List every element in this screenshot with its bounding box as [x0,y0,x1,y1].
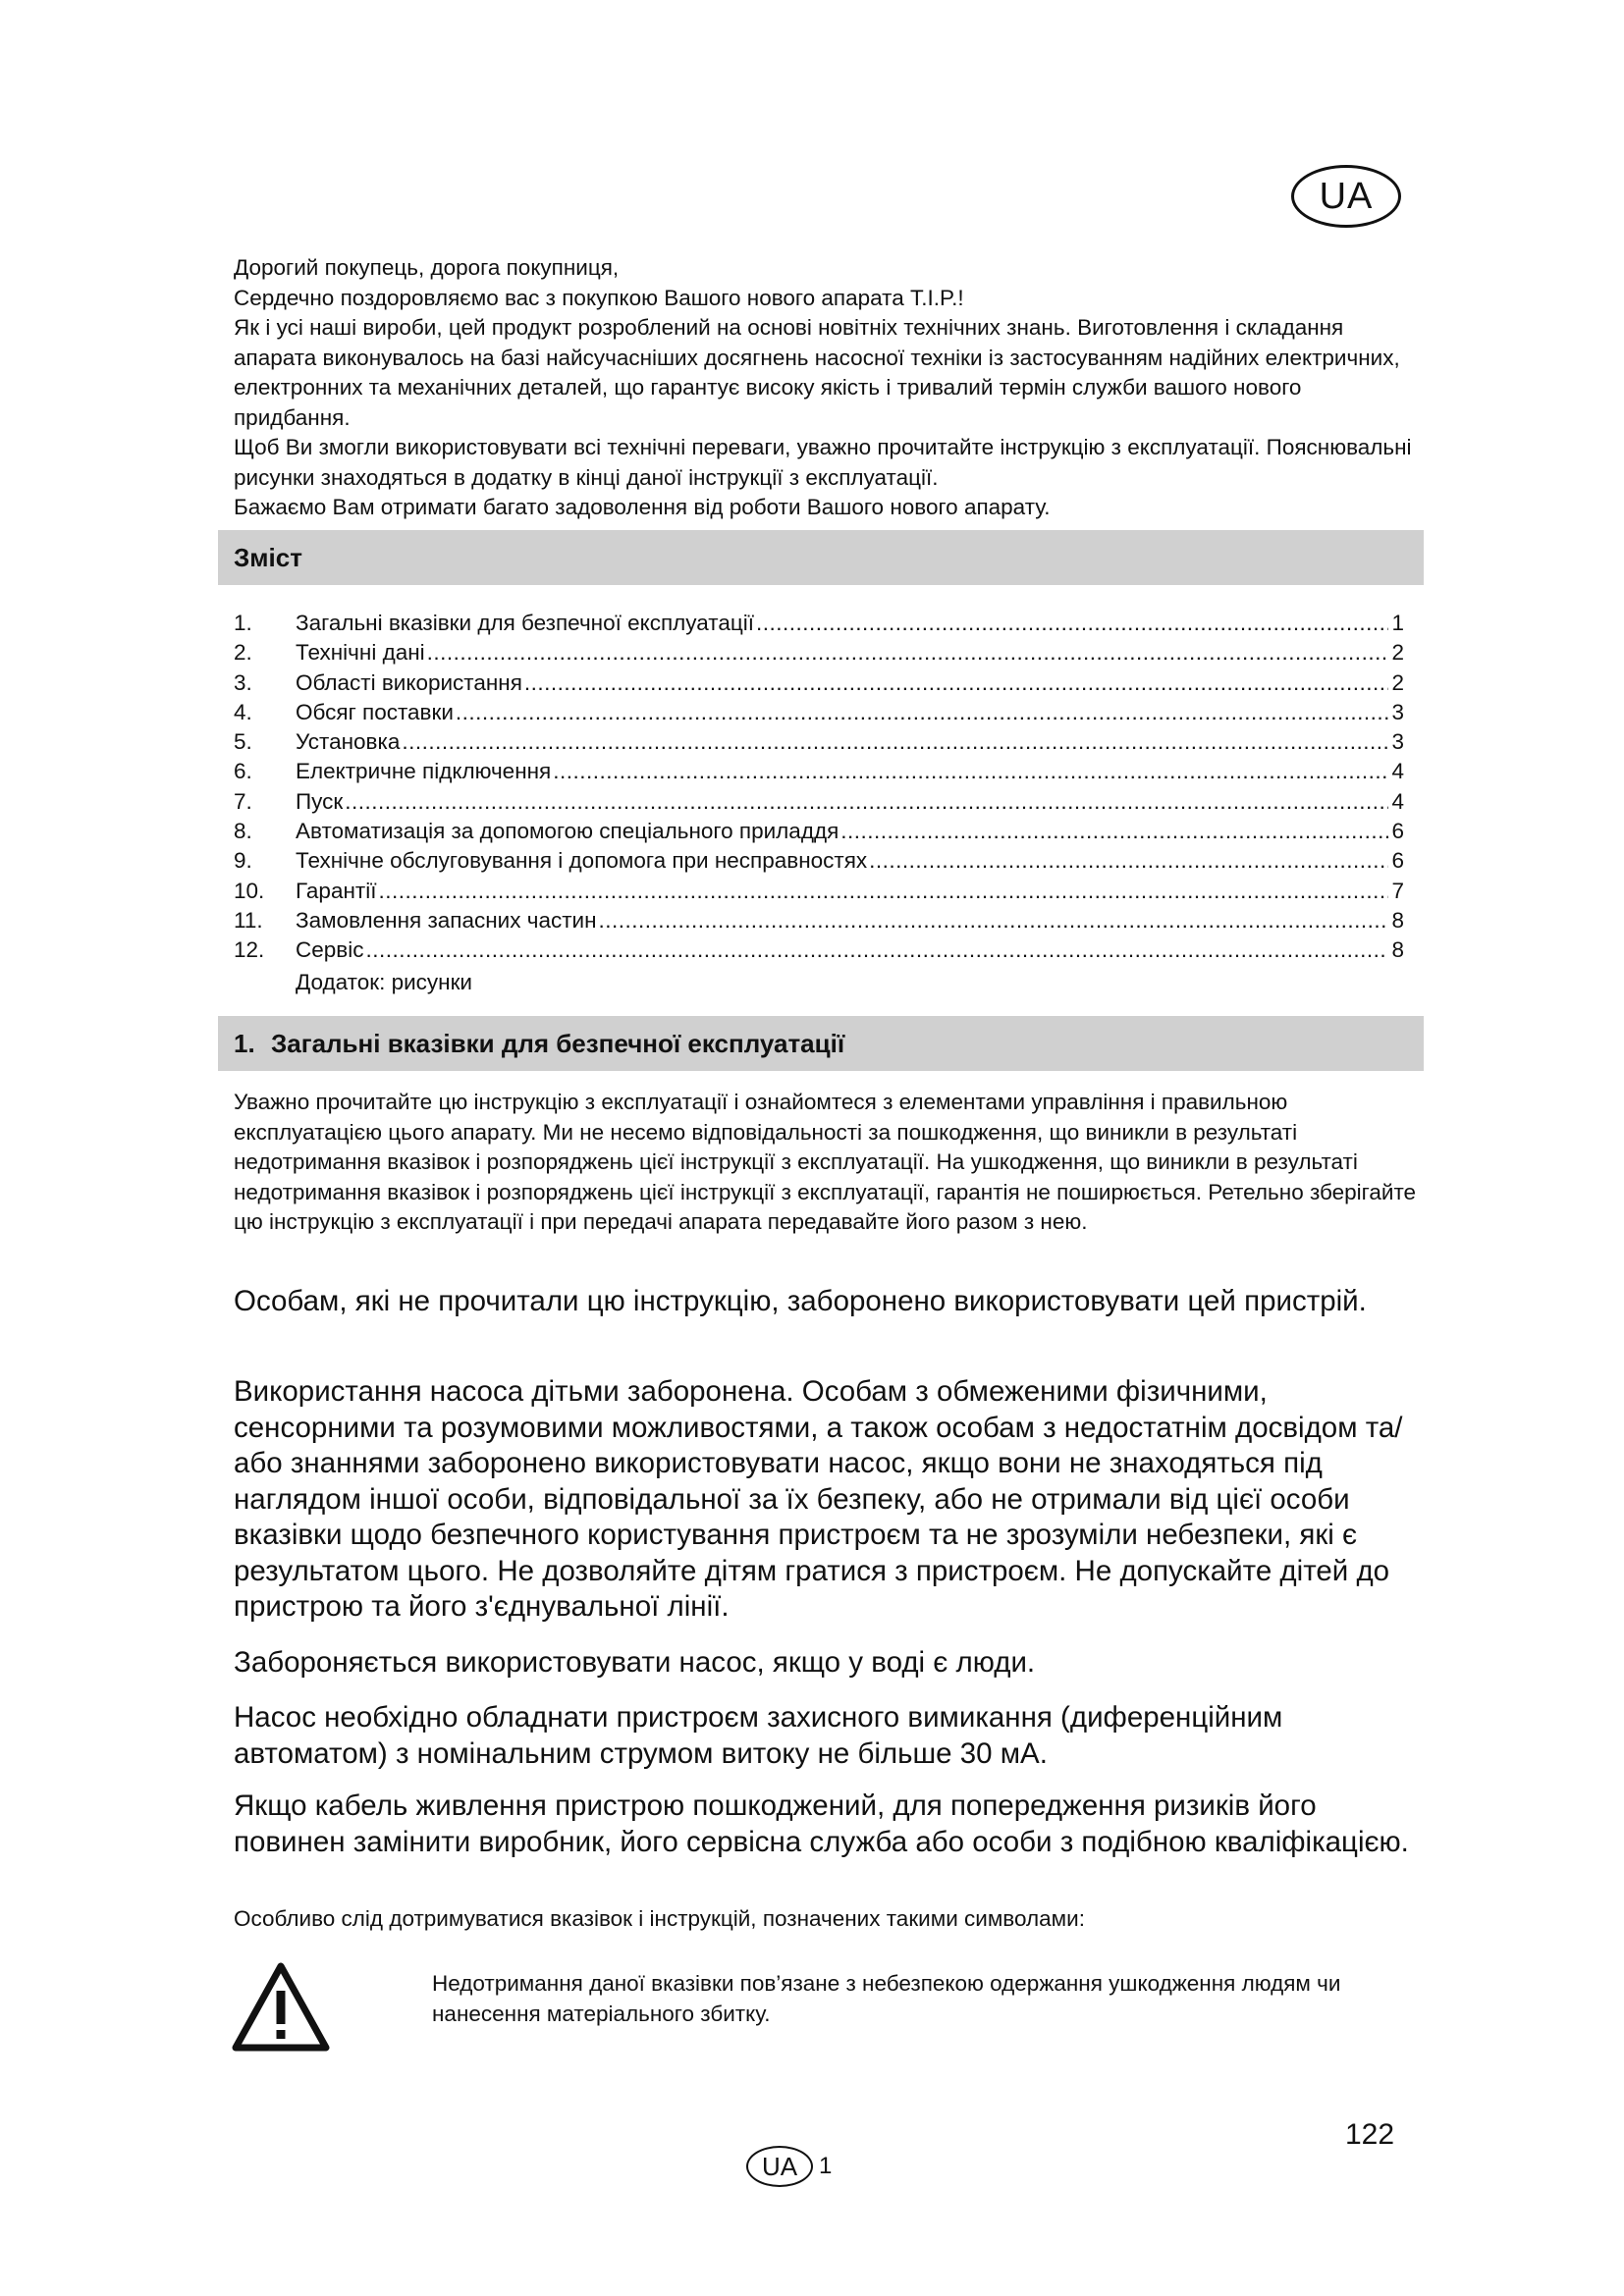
toc-item-number: 2. [234,640,252,666]
toc-appendix: Додаток: рисунки [296,969,472,994]
table-of-contents [234,611,1404,997]
toc-item[interactable] [234,819,1404,848]
page-number: 122 [1345,2118,1395,2151]
toc-item-page: 3 [1391,699,1404,724]
footer-local-page: 1 [819,2153,833,2179]
toc-item-title: Пуск [296,788,344,814]
toc-item-page: 8 [1391,937,1404,963]
intro-text [234,253,1422,523]
footer [746,2146,832,2187]
toc-item-title: Електричне підключення [296,759,552,784]
warning-paragraph: Насос необхідно обладнати пристроєм захисного вимикання (диференційним автоматом) з номінальним струмом витоку не більше 30 мА. [234,1701,1283,1770]
greeting: Дорогий покупець, дорога покупниця, [234,255,620,280]
toc-item[interactable] [234,640,1404,669]
symbols-note: Особливо слід дотримуватися вказівок і інструкцій, позначених такими символами: [234,1906,1085,1931]
toc-heading: Зміст [234,542,302,572]
section-heading: Загальні вказівки для безпечної експлуатації [271,1028,845,1058]
toc-item[interactable] [234,670,1404,700]
toc-leader [869,848,1388,874]
toc-item[interactable] [234,729,1404,759]
section-number: 1. [234,1028,255,1058]
toc-item-title: Загальні вказівки для безпечної експлуатації [296,611,755,635]
toc-item[interactable] [234,789,1404,819]
toc-item-number: 1. [234,611,252,635]
toc-item-number: 5. [234,729,252,755]
toc-item-title: Технічні дані [296,640,425,666]
toc-item-number: 7. [234,788,252,814]
toc-leader [402,729,1388,755]
toc-item-number: 8. [234,819,252,844]
toc-item-number: 6. [234,759,252,784]
congratulations: Сердечно поздоровляємо вас з покупкою Вашого нового апарата T.I.P.! [234,285,964,310]
language-badge: UA [1291,165,1401,228]
toc-leader [756,611,1388,636]
toc-leader [840,819,1388,844]
toc-item[interactable] [234,879,1404,908]
toc-item-page: 8 [1391,907,1404,933]
toc-leader [599,908,1388,934]
toc-item-number: 4. [234,699,252,724]
intro-paragraph: Бажаємо Вам отримати багато задоволення від роботи Вашого нового апарату. [234,495,1051,519]
toc-item-number: 9. [234,848,252,874]
toc-item-number: 12. [234,937,265,963]
toc-item-title: Області використання [296,669,522,695]
intro-paragraph: Щоб Ви змогли використовувати всі технічні переваги, уважно прочитайте інструкцію з експлуатації. Пояснювальні рисунки знаходяться в додатку в кінці даної інструкції з експлуатації. [234,435,1412,490]
warning-paragraph: Забороняється використовувати насос, якщо у воді є люди. [234,1646,1036,1679]
toc-item-page: 2 [1391,640,1404,666]
toc-item[interactable] [234,848,1404,878]
toc-item-title: Гарантії [296,878,377,903]
toc-item-title: Установка [296,729,401,755]
toc-item[interactable] [234,908,1404,937]
toc-item-title: Сервіс [296,937,364,963]
toc-item-page: 6 [1391,848,1404,874]
toc-leader [524,670,1388,696]
toc-item[interactable] [234,759,1404,788]
intro-paragraph: Як і усі наші вироби, цей продукт розроблений на основі новітніх технічних знань. Виготовлення і складання апарата виконувалось на базі найсучасніших досягнень насосної техніки із застосуванням надійних електричних, електронних та механічних деталей, що гарантує високу якість і тривалий термін служби вашого нового придбання. [234,315,1400,430]
toc-heading-bar [218,530,1424,585]
safety-intro-paragraph: Уважно прочитайте цю інструкцію з експлуатації і ознайомтеся з елементами управління і правильною експлуатацією цього апарату. Ми не несемо відповідальності за пошкодження, що виникли в результаті недотримання вказівок і розпоряджень цієї інструкції з експлуатації. На ушкодження, що виникли в результаті недотримання вказівок і розпоряджень цієї інструкції з експлуатації, гарантія не поширюється. Ретельно зберігайте цю інструкцію з експлуатації і при передачі апарата передавайте його разом з нею. [234,1090,1417,1234]
toc-item-title: Замовлення запасних частин [296,907,597,933]
toc-leader [553,759,1388,784]
toc-item-number: 10. [234,878,265,903]
toc-item-title: Автоматизація за допомогою спеціального приладдя [296,819,839,844]
warning-triangle-icon [232,1961,330,2052]
toc-item-page: 4 [1391,788,1404,814]
toc-item-page: 1 [1391,611,1404,635]
toc-item-title: Обсяг поставки [296,699,454,724]
toc-item[interactable] [234,937,1404,967]
toc-item-page: 2 [1391,669,1404,695]
warning-symbol-text: Недотримання даної вказівки пов’язане з небезпекою одержання ушкодження людям чи нанесення матеріального збитку. [432,1971,1341,2026]
warning-paragraph: Використання насоса дітьми заборонена. Особам з обмеженими фізичними, сенсорними та розумовими можливостями, а також особам з недостатнім досвідом та/або знаннями заборонено використовувати насос, якщо вони не знаходяться під наглядом іншої особи, відповідальної за їх безпеку, або не отримали від цієї особи вказівки щодо безпечного користування пристроєм та не зрозуміли небезпеки, які є результатом цього. Не дозволяйте дітям гратися з пристроєм. Не допускайте дітей до пристрою та його з'єднувальної лінії. [234,1375,1403,1623]
toc-leader [427,640,1388,666]
warning-paragraph: Особам, які не прочитали цю інструкцію, заборонено використовувати цей пристрій. [234,1285,1367,1317]
toc-item-page: 3 [1391,729,1404,755]
toc-item-page: 6 [1391,819,1404,844]
toc-item-title: Технічне обслуговування і допомога при несправностях [296,848,868,874]
toc-leader [345,789,1388,815]
toc-item-number: 11. [234,907,263,933]
toc-leader [365,937,1388,963]
toc-item-page: 7 [1391,878,1404,903]
toc-leader [456,700,1388,725]
toc-item-page: 4 [1391,759,1404,784]
toc-item-number: 3. [234,669,252,695]
section-1-heading-bar [218,1016,1424,1071]
toc-item[interactable] [234,700,1404,729]
toc-leader [378,879,1388,904]
toc-item[interactable] [234,611,1404,640]
warning-paragraph: Якщо кабель живлення пристрою пошкоджений, для попередження ризиків його повинен замінити виробник, його сервісна служба або особи з подібною кваліфікацією. [234,1789,1409,1858]
footer-language-badge: UA [746,2146,813,2187]
